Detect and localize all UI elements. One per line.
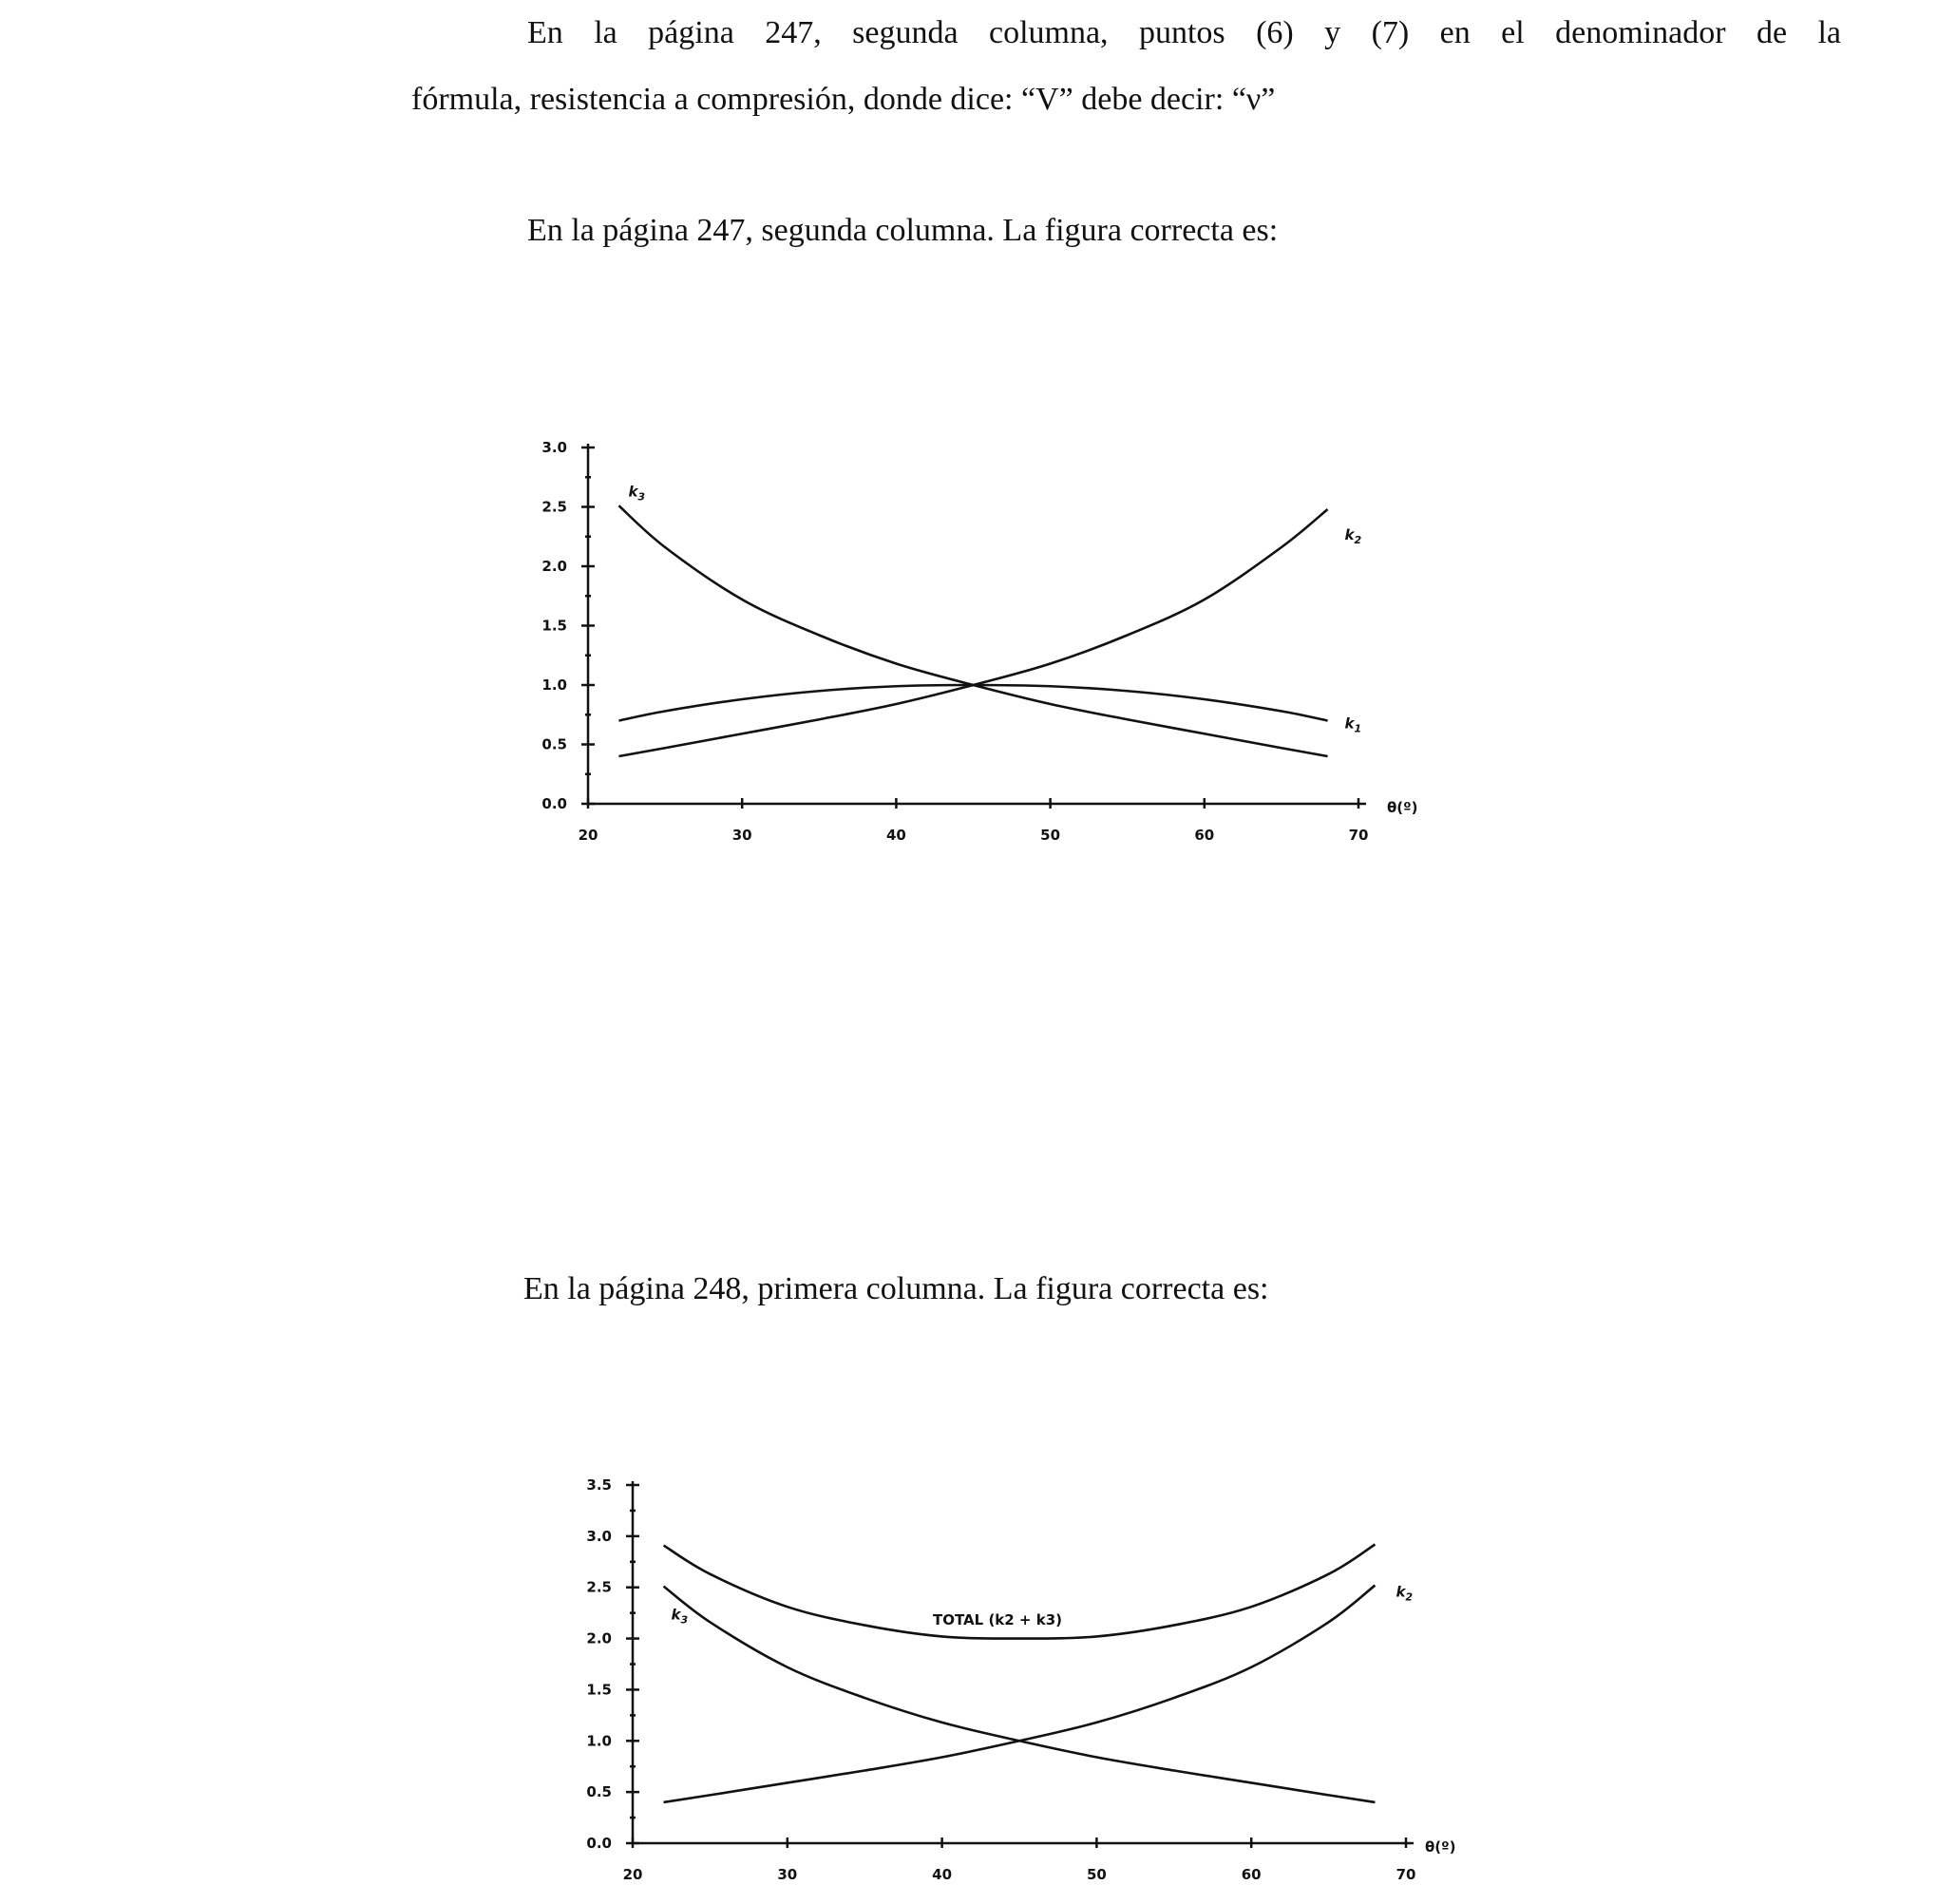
x-tick-label: 70 xyxy=(1396,1866,1416,1883)
x-tick-label: 20 xyxy=(622,1866,643,1883)
x-tick-label: 60 xyxy=(1194,827,1215,844)
series-label-k3: $k_3$ xyxy=(671,1606,689,1627)
y-tick-label: 1.0 xyxy=(541,676,567,694)
x-tick-label: 30 xyxy=(731,827,752,844)
erratum-paragraph-1-line-1: En la página 247, segunda columna, puntos (6) y (7) en el denominador de la xyxy=(527,15,1841,50)
y-tick-label: 1.5 xyxy=(541,617,567,635)
y-tick-label: 1.5 xyxy=(586,1681,612,1699)
x-axis-label: θ(º) xyxy=(1387,799,1418,816)
series-label-k2: $k_2$ xyxy=(1344,526,1362,546)
total-annotation: TOTAL (k2 + k3) xyxy=(933,1611,1062,1628)
erratum-paragraph-2: En la página 247, segunda columna. La figura correcta es: xyxy=(527,213,1279,248)
y-tick-label: 3.0 xyxy=(586,1527,612,1545)
y-tick-label: 0.5 xyxy=(586,1783,612,1801)
y-tick-label: 0.5 xyxy=(541,735,567,753)
y-tick-label: 2.5 xyxy=(541,498,567,516)
y-tick-label: 0.0 xyxy=(586,1835,612,1852)
x-tick-label: 50 xyxy=(1040,827,1061,844)
x-tick-label: 20 xyxy=(578,827,598,844)
x-tick-label: 50 xyxy=(1086,1866,1107,1883)
x-axis-label: θ(º) xyxy=(1425,1838,1456,1856)
erratum-paragraph-1-line-2: fórmula, resistencia a compresión, donde dice: “V” debe decir: “ν” xyxy=(411,82,1276,117)
x-tick-label: 40 xyxy=(885,827,906,844)
x-tick-label: 30 xyxy=(777,1866,798,1883)
x-tick-label: 40 xyxy=(932,1866,953,1883)
x-tick-label: 60 xyxy=(1241,1866,1262,1883)
y-tick-label: 1.0 xyxy=(586,1732,612,1750)
series-label-k3: $k_3$ xyxy=(628,483,646,504)
y-tick-label: 0.0 xyxy=(541,795,567,812)
y-tick-label: 2.0 xyxy=(541,558,567,575)
y-tick-label: 3.5 xyxy=(586,1476,612,1494)
series-label-k2: $k_2$ xyxy=(1396,1583,1414,1604)
x-tick-label: 70 xyxy=(1348,827,1369,844)
y-tick-label: 2.0 xyxy=(586,1629,612,1647)
y-tick-label: 2.5 xyxy=(586,1578,612,1596)
y-tick-label: 3.0 xyxy=(541,439,567,456)
erratum-paragraph-3: En la página 248, primera columna. La figura correcta es: xyxy=(523,1271,1269,1306)
series-label-k1: $k_1$ xyxy=(1344,714,1362,735)
